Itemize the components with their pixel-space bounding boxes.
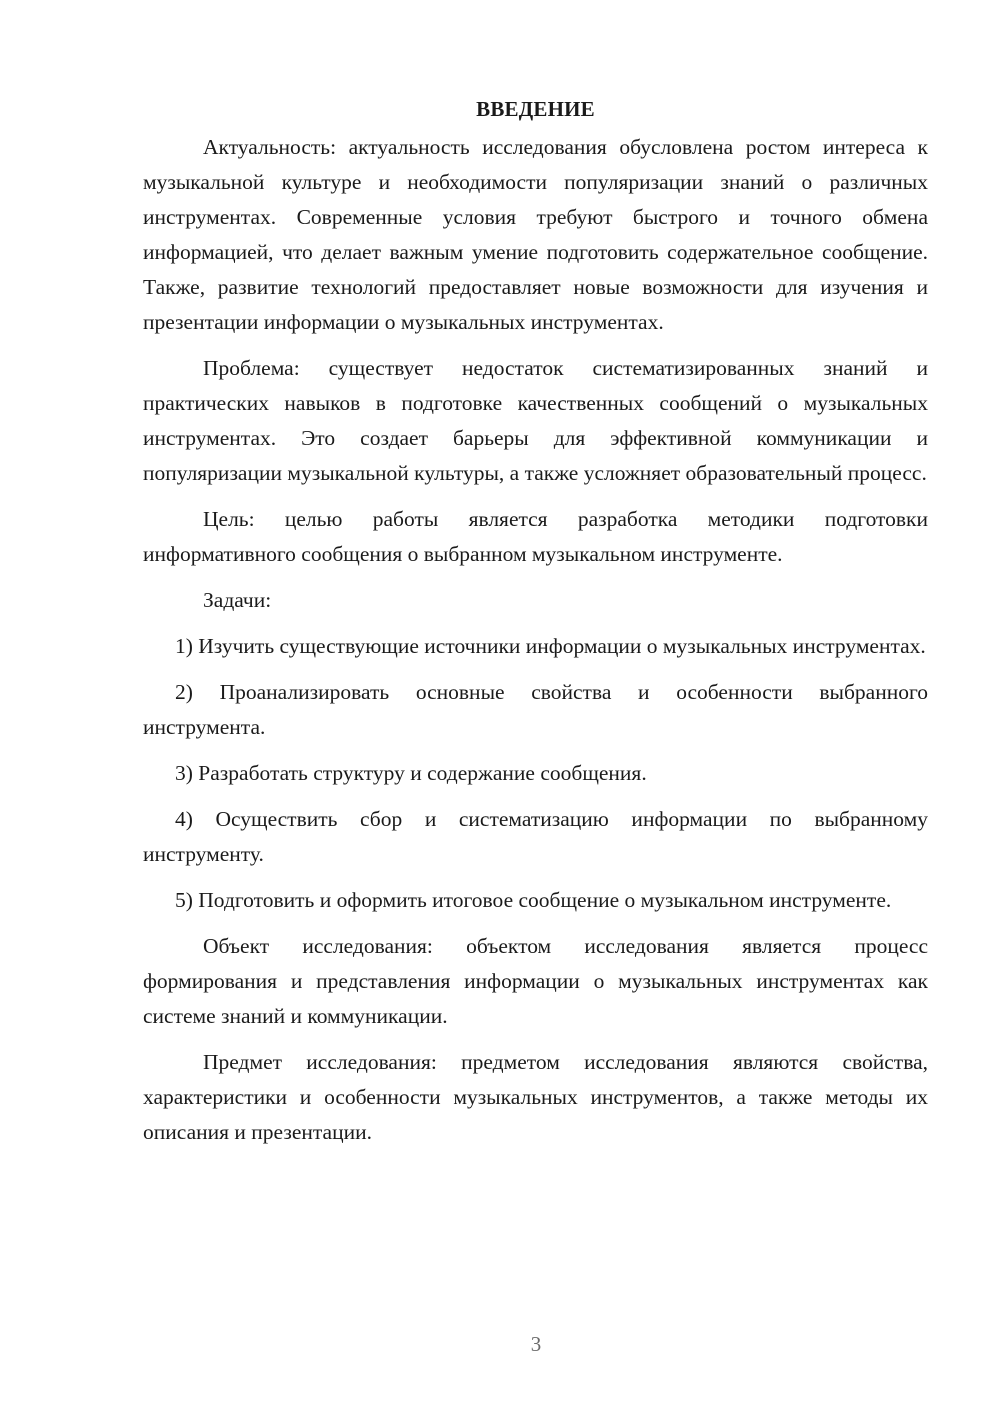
problem-paragraph: Проблема: существует недостаток систематизированных знаний и практических навыков в подготовке качественных сообщений о музыкальных инструментах. Это создает барьеры для эффективной коммуникации и популяризации музыкальной культуры, а также усложняет образовательный процесс. xyxy=(143,356,928,485)
task-item-3: 3) Разработать структуру и содержание сообщения. xyxy=(175,761,647,785)
page-title: ВВЕДЕНИЕ xyxy=(476,97,595,121)
goal-paragraph: Цель: целью работы является разработка методики подготовки информативного сообщения о выбранном музыкальном инструменте. xyxy=(143,507,928,566)
task-item-2: 2) Проанализировать основные свойства и особенности выбранного инструмента. xyxy=(143,680,928,739)
tasks-heading: Задачи: xyxy=(203,588,272,612)
page-content xyxy=(143,92,928,1161)
relevance-paragraph: Актуальность: актуальность исследования обусловлена ростом интереса к музыкальной культуре и необходимости популяризации знаний о различных инструментах. Современные условия требуют быстрого и точного обмена информацией, что делает важным умение подготовить содержательное сообщение. Также, развитие технологий предоставляет новые возможности для изучения и презентации информации о музыкальных инструментах. xyxy=(143,135,928,334)
object-paragraph: Объект исследования: объектом исследования является процесс формирования и представления информации о музыкальных инструментах как системе знаний и коммуникации. xyxy=(143,934,928,1028)
task-item-5: 5) Подготовить и оформить итоговое сообщение о музыкальном инструменте. xyxy=(175,888,892,912)
task-item-4: 4) Осуществить сбор и систематизацию информации по выбранному инструменту. xyxy=(143,807,928,866)
task-item-1: 1) Изучить существующие источники информации о музыкальных инструментах. xyxy=(175,634,926,658)
subject-paragraph: Предмет исследования: предметом исследования являются свойства, характеристики и особенности музыкальных инструментов, а также методы их описания и презентации. xyxy=(143,1050,928,1144)
page-number: 3 xyxy=(530,1332,542,1356)
